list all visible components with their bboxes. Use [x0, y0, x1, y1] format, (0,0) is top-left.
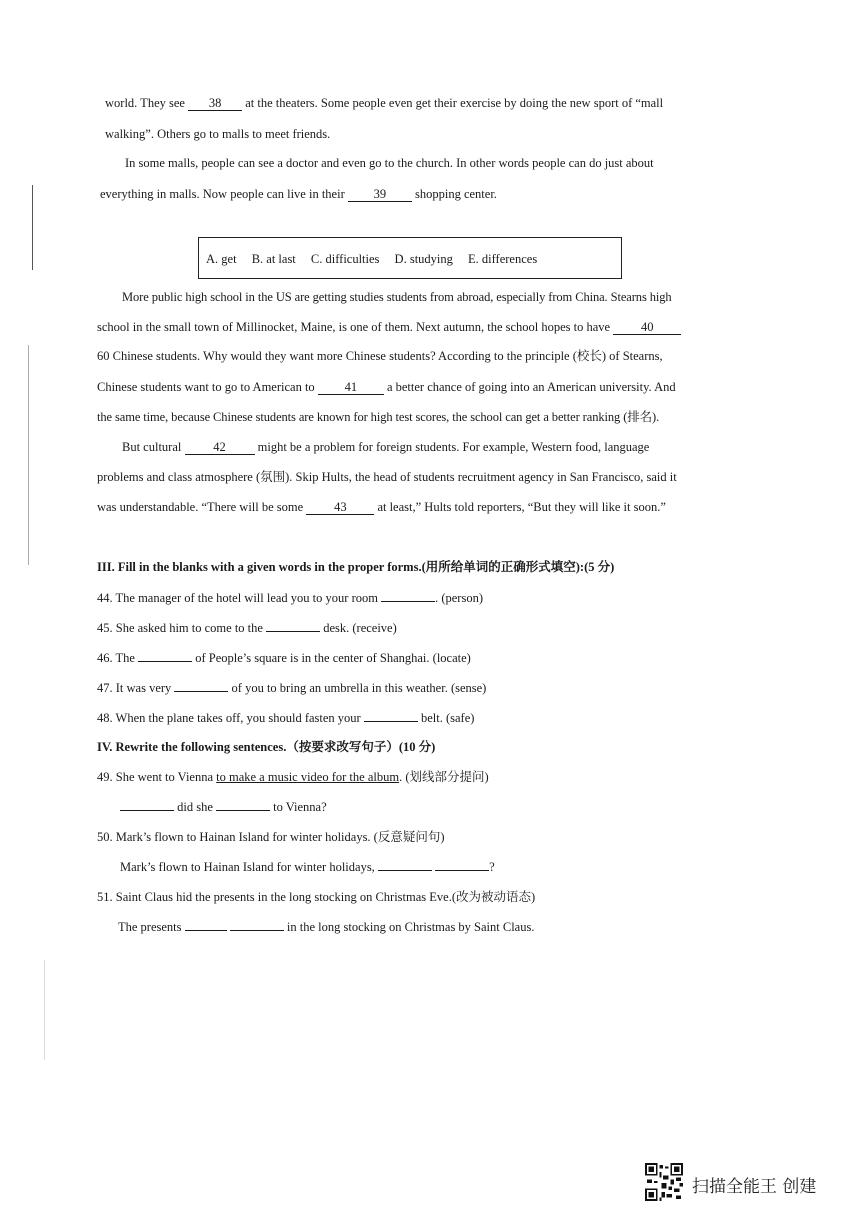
blank-43: 43	[306, 500, 374, 515]
option-e: E. differences	[468, 252, 538, 266]
question-46: 46. The of People’s square is in the center of Shanghai. (locate)	[97, 651, 471, 665]
option-c: C. difficulties	[310, 252, 380, 266]
option-d: D. studying	[394, 252, 453, 266]
para2-line1: In some malls, people can see a doctor and even go to the church. In other words people can do just about	[125, 156, 654, 170]
answer-blank[interactable]	[230, 930, 284, 931]
para4-line3: was understandable. “There will be some 43 at least,” Hults told reporters, “But they will like it soon.”	[97, 500, 666, 514]
answer-blank[interactable]	[364, 721, 418, 722]
answer-blank[interactable]	[174, 691, 228, 692]
section3-heading: III. Fill in the blanks with a given words in the proper forms.(用所给单词的正确形式填空):(5 分)	[97, 560, 615, 574]
blank-41: 41	[318, 380, 384, 395]
answer-blank[interactable]	[435, 870, 489, 871]
answer-blank[interactable]	[381, 601, 435, 602]
question-48: 48. When the plane takes off, you should fasten your belt. (safe)	[97, 711, 475, 725]
question-51: 51. Saint Claus hid the presents in the long stocking on Christmas Eve.(改为被动语态)	[97, 890, 536, 904]
underlined-phrase: to make a music video for the album	[216, 770, 400, 784]
blank-40: 40	[613, 320, 681, 335]
para3-line5: the same time, because Chinese students are known for high test scores, the school can get a better ranking (排名).	[97, 410, 660, 424]
question-47: 47. It was very of you to bring an umbrella in this weather. (sense)	[97, 681, 487, 695]
answer-blank[interactable]	[138, 661, 192, 662]
para3-line3: 60 Chinese students. Why would they want more Chinese students? According to the principle (校长) of Stearns,	[97, 349, 663, 363]
blank-38: 38	[188, 96, 242, 111]
answer-blank[interactable]	[185, 930, 227, 931]
blank-39: 39	[348, 187, 412, 202]
word-options-box	[198, 237, 622, 279]
para3-line1: More public high school in the US are getting studies students from abroad, especially from China. Stearns high	[122, 290, 672, 304]
option-b: B. at last	[251, 252, 296, 266]
option-a: A. get	[206, 252, 237, 266]
answer-blank[interactable]	[216, 810, 270, 811]
margin-mark	[32, 185, 33, 270]
question-51-rewrite: The presents in the long stocking on Christmas by Saint Claus.	[118, 920, 535, 934]
answer-blank[interactable]	[266, 631, 320, 632]
question-50-rewrite: Mark’s flown to Hainan Island for winter holidays, ?	[120, 860, 495, 874]
margin-mark	[28, 345, 29, 565]
question-45: 45. She asked him to come to the desk. (receive)	[97, 621, 397, 635]
para4-line1: But cultural 42 might be a problem for foreign students. For example, Western food, language	[122, 440, 650, 454]
para1-line1: world. They see 38 at the theaters. Some people even get their exercise by doing the new sport of “mall	[105, 96, 664, 110]
qr-code-icon	[645, 1163, 683, 1201]
section4-heading: IV. Rewrite the following sentences.（按要求改写句子）(10 分)	[97, 740, 436, 754]
para2-line2: everything in malls. Now people can live in their 39 shopping center.	[100, 187, 497, 201]
answer-blank[interactable]	[120, 810, 174, 811]
para1-line2: walking”. Others go to malls to meet friends.	[105, 127, 331, 141]
answer-blank[interactable]	[378, 870, 432, 871]
para3-line2: school in the small town of Millinocket, Maine, is one of them. Next autumn, the school hopes to have 40	[97, 319, 681, 335]
para4-line2: problems and class atmosphere (氛围). Skip Hults, the head of students recruitment agency in San Francisco, said it	[97, 470, 677, 484]
scanner-app-credit: 扫描全能王 创建	[692, 1177, 817, 1197]
question-49-rewrite: did she to Vienna?	[120, 799, 327, 815]
margin-mark	[44, 960, 45, 1060]
scanner-watermark	[645, 1163, 845, 1203]
question-50: 50. Mark’s flown to Hainan Island for winter holidays. (反意疑问句)	[97, 830, 445, 844]
blank-42: 42	[185, 440, 255, 455]
question-49: 49. She went to Vienna to make a music video for the album. (划线部分提问)	[97, 770, 489, 784]
para3-line4: Chinese students want to go to American to 41 a better chance of going into an American university. And	[97, 380, 676, 394]
question-44: 44. The manager of the hotel will lead you to your room . (person)	[97, 591, 483, 605]
